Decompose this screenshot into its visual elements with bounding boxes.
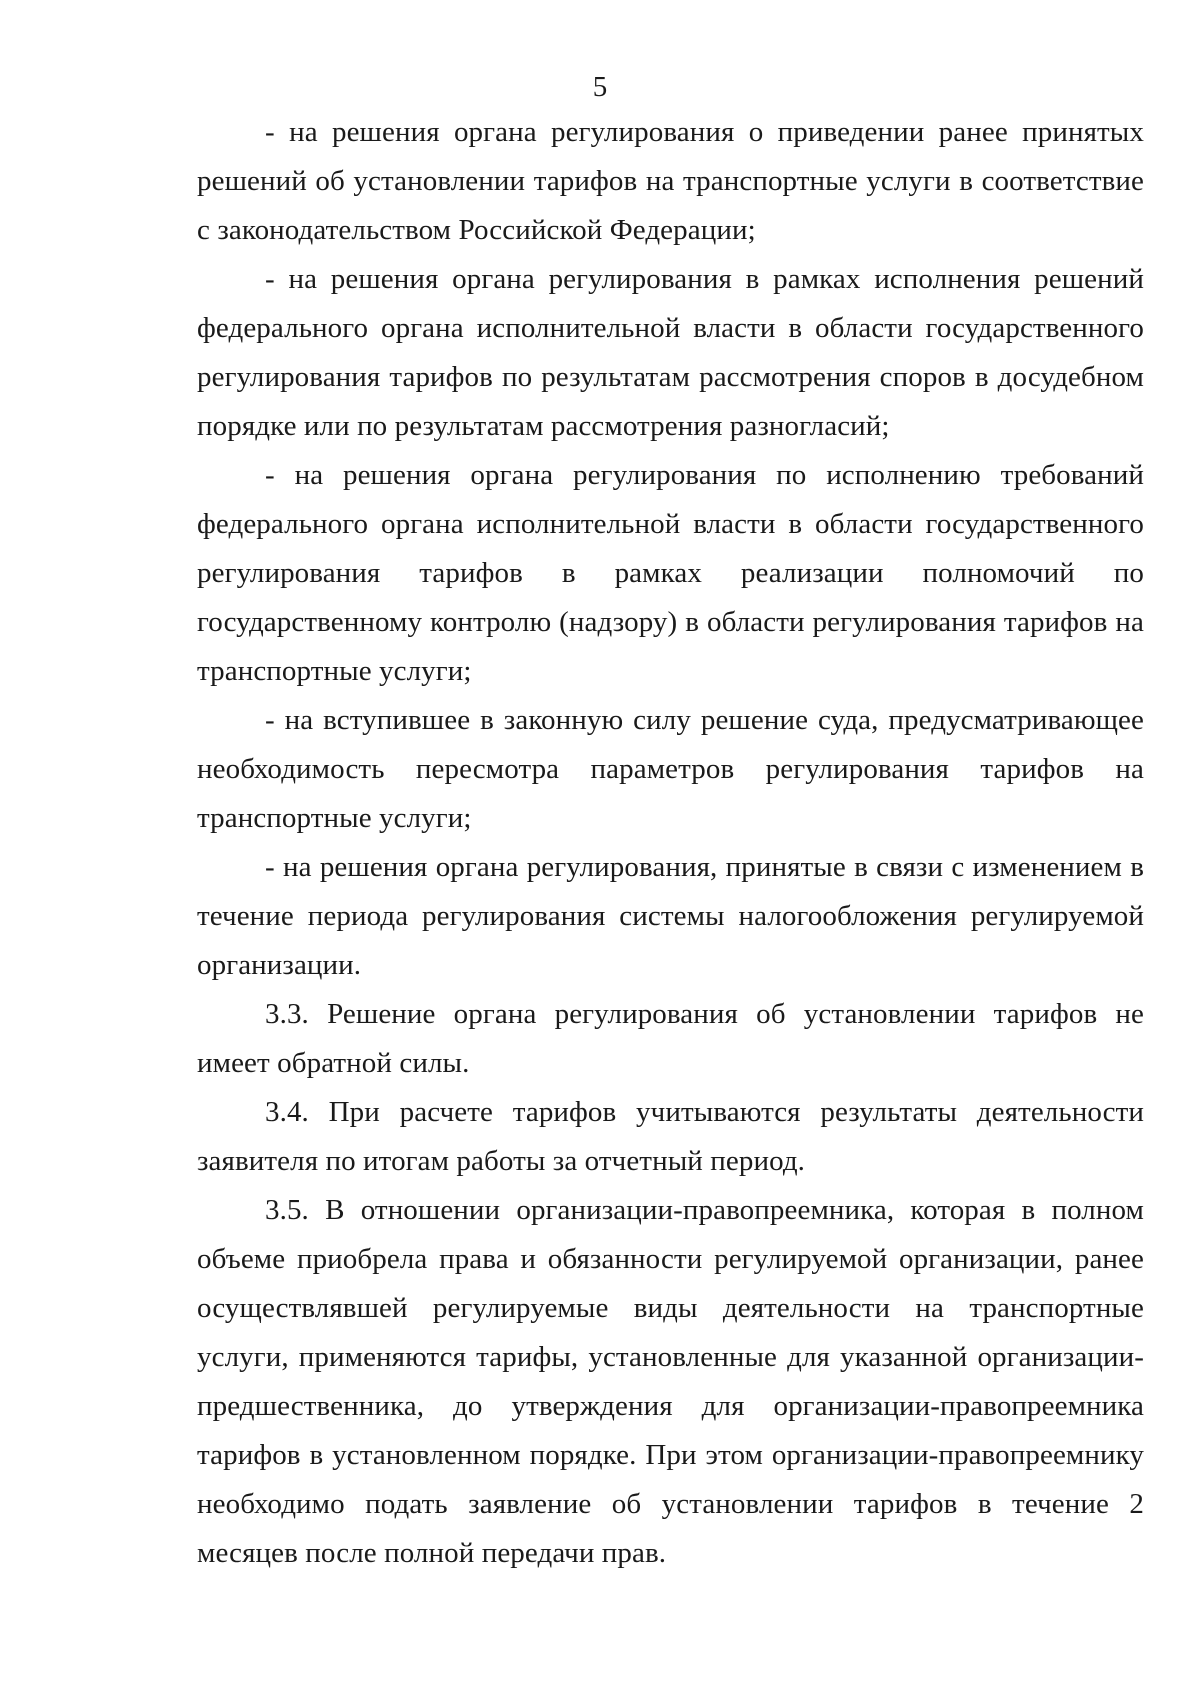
page-number: 5 [592,71,608,103]
paragraph-price-decision-alignment: - на решения органа регулирования о приведении ранее принятых решений об установлении тарифов на транспортные услуги в соответствие с законодательством Российской Федерации; [197,116,1144,246]
paragraph-3-4: 3.4. При расчете тарифов учитываются результаты деятельности заявителя по итогам работы за отчетный период. [197,1096,1144,1177]
paragraph-3-5: 3.5. В отношении организации-правопреемника, которая в полном объеме приобрела права и обязанности регулируемой организации, ранее осуществлявшей регулируемые виды деятельности на транспортные услуги, применяются тарифы, установленные для указанной организации-предшественника, до утверждения для организации-правопреемника тарифов в установленном порядке. При этом организации-правопреемнику необходимо подать заявление об установлении тарифов в течение 2 месяцев после полной передачи прав. [197,1194,1144,1569]
paragraph-federal-requirements: - на решения органа регулирования по исполнению требований федерального органа исполнительной власти в области государственного регулирования тарифов в рамках реализации полномочий по государственному контролю (надзору) в области регулирования тарифов на транспортные услуги; [197,459,1144,687]
paragraph-tax-change: - на решения органа регулирования, принятые в связи с изменением в течение периода регулирования системы налогообложения регулируемой организации. [197,851,1144,981]
paragraph-3-3: 3.3. Решение органа регулирования об установлении тарифов не имеет обратной силы. [197,998,1144,1079]
document-body [197,108,1144,1578]
paragraph-court-decision: - на вступившее в законную силу решение суда, предусматривающее необходимость пересмотра параметров регулирования тарифов на транспортные услуги; [197,704,1144,834]
paragraph-dispute-resolution: - на решения органа регулирования в рамках исполнения решений федерального органа исполнительной власти в области государственного регулирования тарифов по результатам рассмотрения споров в досудебном порядке или по результатам рассмотрения разногласий; [197,263,1144,442]
